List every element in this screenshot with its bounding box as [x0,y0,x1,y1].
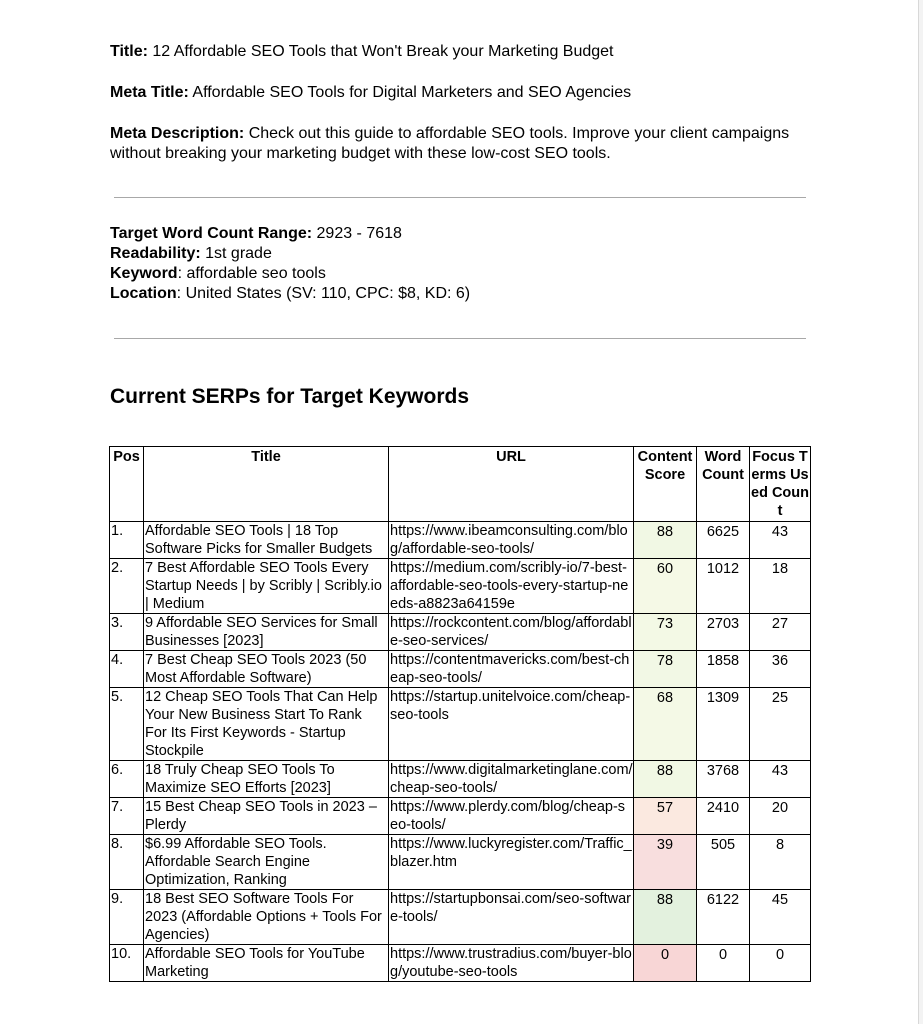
row-title: 15 Best Cheap SEO Tools in 2023 – Plerdy [144,798,389,835]
row-focus-terms: 18 [750,559,811,614]
row-title: 9 Affordable SEO Services for Small Businesses [2023] [144,614,389,651]
row-focus-terms: 36 [750,651,811,688]
table-row [110,835,811,890]
row-title: 12 Cheap SEO Tools That Can Help Your New Business Start To Rank For Its First Keywords - Startup Stockpile [144,688,389,761]
row-pos: 3. [110,614,144,651]
table-row [110,945,811,982]
title-line [110,42,815,62]
header-url: URL [389,447,634,522]
row-content-score: 60 [634,559,697,614]
table-row [110,614,811,651]
header-content-score: Content Score [634,447,697,522]
table-row [110,559,811,614]
meta-title-line [110,83,815,103]
row-word-count: 0 [697,945,750,982]
row-content-score: 88 [634,890,697,945]
row-pos: 10. [110,945,144,982]
meta-title-label: Meta Title: [110,84,189,101]
row-content-score: 39 [634,835,697,890]
divider [114,197,806,198]
row-url: https://startup.unitelvoice.com/cheap-seo-tools [389,688,634,761]
row-title: $6.99 Affordable SEO Tools. Affordable Search Engine Optimization, Ranking [144,835,389,890]
row-url: https://www.digitalmarketinglane.com/cheap-seo-tools/ [390,762,633,796]
row-content-score: 68 [634,688,697,761]
header-title: Title [144,447,389,522]
row-title: 7 Best Cheap SEO Tools 2023 (50 Most Affordable Software) [144,651,389,688]
meta-title-value: Affordable SEO Tools for Digital Marketers and SEO Agencies [192,84,632,101]
row-title: Affordable SEO Tools for YouTube Marketing [144,945,389,982]
readability-label: Readability: [110,245,201,262]
table-row [110,651,811,688]
table-row [110,761,811,798]
row-url: https://startupbonsai.com/seo-software-tools/ [389,890,634,945]
row-pos: 4. [110,651,144,688]
row-focus-terms: 0 [750,945,811,982]
header-focus-terms: Focus Terms Used Count [750,447,811,522]
row-word-count: 2410 [697,798,750,835]
row-word-count: 2703 [697,614,750,651]
row-word-count: 6122 [697,890,750,945]
title-label: Title: [110,43,148,60]
row-focus-terms: 43 [750,761,811,798]
target-word-count-label: Target Word Count Range: [110,225,313,242]
row-word-count: 6625 [697,522,750,559]
row-focus-terms: 8 [750,835,811,890]
row-word-count: 1012 [697,559,750,614]
row-content-score: 78 [634,651,697,688]
row-title: 18 Best SEO Software Tools For 2023 (Affordable Options + Tools For Agencies) [144,890,389,945]
table-body [110,522,811,982]
target-word-count-line [110,224,815,244]
row-title: 7 Best Affordable SEO Tools Every Startup Needs | by Scribly | Scribly.io | Medium [144,559,389,614]
row-title: Affordable SEO Tools | 18 Top Software Picks for Smaller Budgets [144,522,389,559]
location-value: : United States (SV: 110, CPC: $8, KD: 6) [176,285,471,302]
row-url: https://www.luckyregister.com/Traffic_blazer.htm [389,835,634,890]
row-word-count: 1309 [697,688,750,761]
row-pos: 2. [110,559,144,614]
row-focus-terms: 43 [750,522,811,559]
row-url: https://contentmavericks.com/best-cheap-seo-tools/ [389,651,634,688]
row-content-score: 88 [634,522,697,559]
location-label: Location [110,285,177,302]
row-pos: 6. [110,761,144,798]
row-url: https://www.plerdy.com/blog/cheap-seo-tools/ [389,798,634,835]
table-row [110,522,811,559]
table-header-row [110,447,811,522]
location-line [110,284,815,304]
serp-table [109,446,811,982]
row-url: https://rockcontent.com/blog/affordable-seo-services/ [390,615,632,649]
row-content-score: 73 [634,614,697,651]
table-row [110,890,811,945]
row-word-count: 505 [697,835,750,890]
keyword-value: : affordable seo tools [177,265,326,282]
meta-description-line [110,124,815,164]
readability-value: 1st grade [205,245,272,262]
row-pos: 1. [110,522,144,559]
title-value: 12 Affordable SEO Tools that Won't Break your Marketing Budget [152,43,614,60]
target-word-count-value: 2923 - 7618 [316,225,402,242]
row-pos: 7. [110,798,144,835]
divider [114,338,806,339]
row-url: https://www.ibeamconsulting.com/blog/affordable-seo-tools/ [389,522,634,559]
row-focus-terms: 20 [750,798,811,835]
section-heading: Current SERPs for Target Keywords [110,385,470,408]
meta-description-value: Check out this guide to affordable SEO tools. Improve your client campaigns without breaking your marketing budget with these low-cost SEO tools. [110,125,790,162]
row-url: https://www.trustradius.com/buyer-blog/youtube-seo-tools [390,946,632,980]
table-row [110,688,811,761]
row-title: 18 Truly Cheap SEO Tools To Maximize SEO Efforts [2023] [144,761,389,798]
meta-description-label: Meta Description: [110,125,245,142]
keyword-label: Keyword [110,265,178,282]
row-content-score: 57 [634,798,697,835]
row-word-count: 3768 [697,761,750,798]
keyword-line [110,264,815,284]
row-focus-terms: 45 [750,890,811,945]
row-content-score: 0 [634,945,697,982]
row-pos: 5. [110,688,144,761]
row-content-score: 88 [634,761,697,798]
readability-line [110,244,815,264]
row-pos: 8. [110,835,144,890]
table-row [110,798,811,835]
header-word-count: Word Count [697,447,750,522]
row-focus-terms: 27 [750,614,811,651]
row-focus-terms: 25 [750,688,811,761]
row-word-count: 1858 [697,651,750,688]
row-url: https://medium.com/scribly-io/7-best-affordable-seo-tools-every-startup-needs-a8823a64159e [389,559,634,614]
header-pos: Pos [110,447,144,522]
row-pos: 9. [110,890,144,945]
